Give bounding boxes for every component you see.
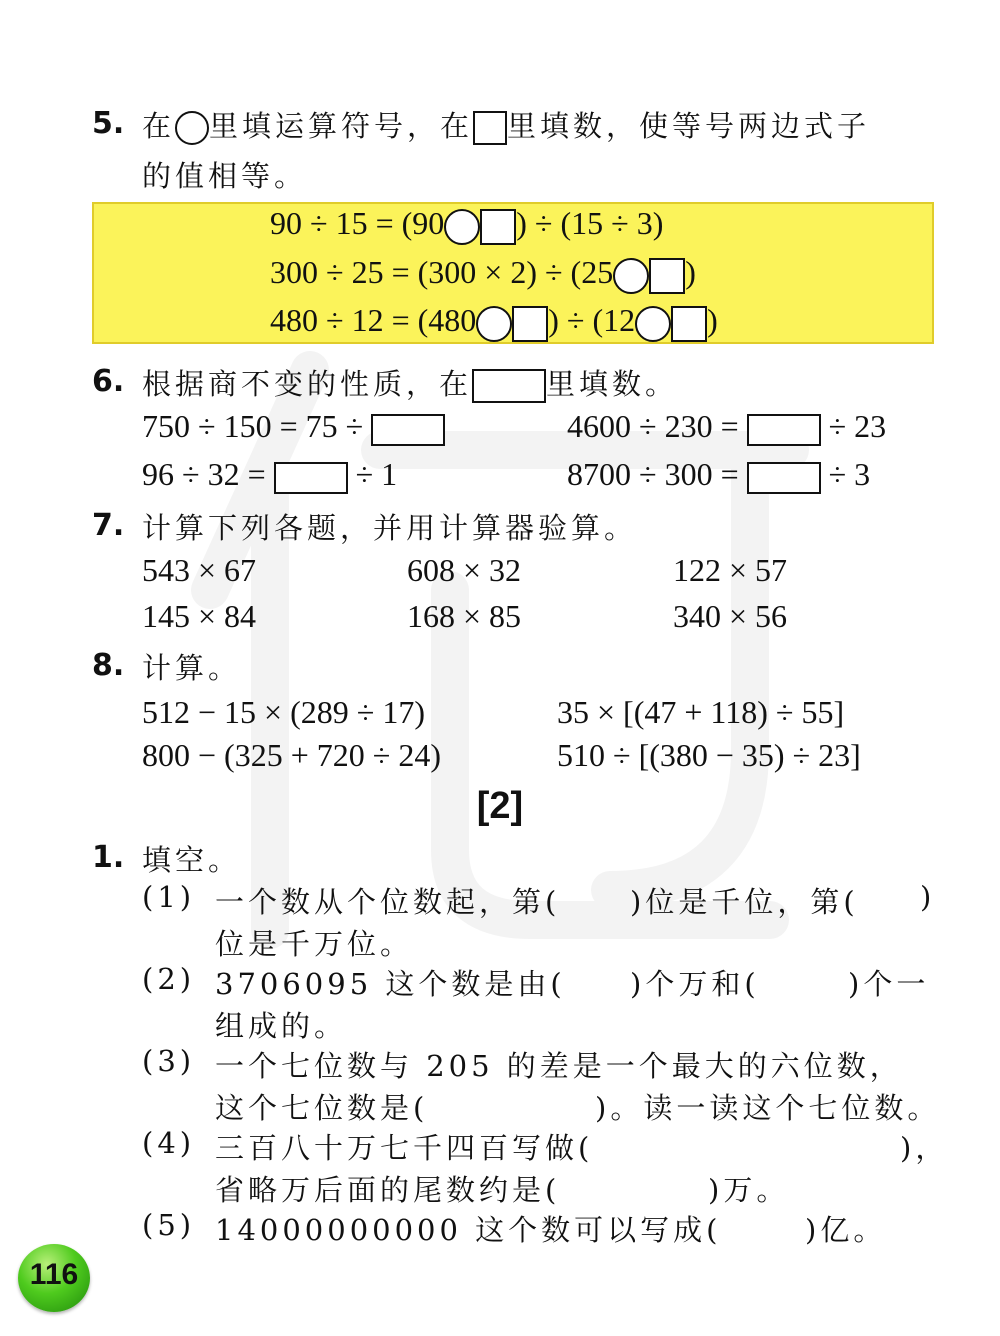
item1-text-b: )位是千位，第( xyxy=(630,885,859,919)
item-label: (5) xyxy=(142,1208,196,1242)
q5-row3-text-b: ) ÷ (12 xyxy=(548,302,636,338)
q7-instruction: 计算下列各题，并用计算器验算。 xyxy=(142,511,638,545)
answer-box[interactable] xyxy=(671,306,707,342)
q6-equation-3 xyxy=(142,456,397,494)
q7-item: 340 × 56 xyxy=(673,598,788,634)
q5-text-c: 里填数，使等号两边式子 xyxy=(507,109,871,143)
item4-text-c: 省略万后面的尾数约是( xyxy=(215,1173,561,1207)
item2-text-c: )个一 xyxy=(848,967,930,1001)
q8-number: 8. xyxy=(92,648,125,683)
q5-text-a: 在 xyxy=(142,109,176,143)
q5-text-b: 里填运算符号，在 xyxy=(209,109,474,143)
q7-item: 608 × 32 xyxy=(407,552,522,588)
item3-line1: 一个七位数与 205 的差是一个最大的六位数， xyxy=(215,1049,903,1083)
item4-text-d: )万。 xyxy=(708,1173,790,1207)
q6-e4-text-b: ÷ 3 xyxy=(828,456,871,492)
item5-text-b: )亿。 xyxy=(805,1213,887,1247)
q5-row2-text-a: 300 ÷ 25 = (300 × 2) ÷ (25 xyxy=(270,254,614,290)
answer-box[interactable] xyxy=(512,306,548,342)
answer-box[interactable] xyxy=(747,414,821,446)
item3-text-b: )。读一读这个七位数。 xyxy=(595,1091,941,1125)
item3-text-a: 这个七位数是( xyxy=(215,1091,429,1125)
item4-text-b: )， xyxy=(900,1131,949,1165)
answer-box[interactable] xyxy=(480,209,516,245)
q7-number: 7. xyxy=(92,508,125,543)
q8-item: 800 − (325 + 720 ÷ 24) xyxy=(142,737,441,773)
q6-e2-text-a: 4600 ÷ 230 = xyxy=(567,408,739,444)
q7-item: 168 × 85 xyxy=(407,598,522,634)
section-title: [2] xyxy=(476,785,524,827)
q5-row2-text-b: ) xyxy=(685,254,696,290)
q6-e1-text: 750 ÷ 150 = 75 ÷ xyxy=(142,408,364,444)
item-label: (3) xyxy=(142,1044,196,1078)
q5-row1-text-b: ) ÷ (15 ÷ 3) xyxy=(516,205,664,241)
answer-box[interactable] xyxy=(274,462,348,494)
q6-text-a: 根据商不变的性质，在 xyxy=(142,367,473,401)
q7-item: 543 × 67 xyxy=(142,552,257,588)
q6-e3-text-b: ÷ 1 xyxy=(355,456,398,492)
number-box-icon xyxy=(473,111,507,145)
item-label: (2) xyxy=(142,962,196,996)
q5-equation-1 xyxy=(270,205,663,245)
item1-text-a: 一个数从个位数起，第( xyxy=(215,885,561,919)
answer-box[interactable] xyxy=(649,258,685,294)
p2q1-number: 1. xyxy=(92,840,125,875)
q6-number: 6. xyxy=(92,364,125,399)
q6-e3-text-a: 96 ÷ 32 = xyxy=(142,456,266,492)
item-label: (1) xyxy=(142,880,196,914)
answer-circle[interactable] xyxy=(444,209,480,245)
answer-box[interactable] xyxy=(747,462,821,494)
q8-item: 512 − 15 × (289 ÷ 17) xyxy=(142,694,425,730)
answer-circle[interactable] xyxy=(613,258,649,294)
q6-e4-text-a: 8700 ÷ 300 = xyxy=(567,456,739,492)
q6-text-b: 里填数。 xyxy=(546,367,679,401)
q6-equation-1 xyxy=(142,408,445,446)
q8-item: 510 ÷ [(380 − 35) ÷ 23] xyxy=(557,737,861,773)
answer-box[interactable] xyxy=(371,414,445,446)
item2-text-b: )个万和( xyxy=(630,967,760,1001)
item1-line2: 位是千万位。 xyxy=(215,927,414,961)
answer-circle[interactable] xyxy=(476,306,512,342)
item1-text-c: ) xyxy=(920,880,936,914)
item2-line2: 组成的。 xyxy=(215,1009,348,1043)
answer-circle[interactable] xyxy=(635,306,671,342)
q5-row3-text-c: ) xyxy=(707,302,718,338)
page-number: 116 xyxy=(29,1258,79,1291)
q5-equation-3 xyxy=(270,302,718,342)
q5-number: 5. xyxy=(92,106,125,141)
q6-e2-text-b: ÷ 23 xyxy=(828,408,887,444)
item5-text-a: 14000000000 这个数可以写成( xyxy=(215,1213,722,1247)
q5-instruction xyxy=(142,104,870,145)
q7-item: 122 × 57 xyxy=(673,552,788,588)
number-box-icon xyxy=(472,369,546,403)
q7-item: 145 × 84 xyxy=(142,598,257,634)
q6-equation-4 xyxy=(567,456,870,494)
operator-circle-icon xyxy=(175,111,209,145)
q6-equation-2 xyxy=(567,408,886,446)
q5-equation-2 xyxy=(270,254,696,294)
item4-text-a: 三百八十万七千四百写做( xyxy=(215,1131,594,1165)
q8-item: 35 × [(47 + 118) ÷ 55] xyxy=(557,694,845,730)
item2-text-a: 3706095 这个数是由( xyxy=(215,967,566,1001)
q6-instruction xyxy=(142,362,678,403)
q8-instruction: 计算。 xyxy=(142,651,242,685)
q5-instruction-line2: 的值相等。 xyxy=(142,159,308,193)
q5-row3-text-a: 480 ÷ 12 = (480 xyxy=(270,302,477,338)
item-label: (4) xyxy=(142,1126,196,1160)
q5-row1-text-a: 90 ÷ 15 = (90 xyxy=(270,205,445,241)
p2q1-instruction: 填空。 xyxy=(142,843,242,877)
